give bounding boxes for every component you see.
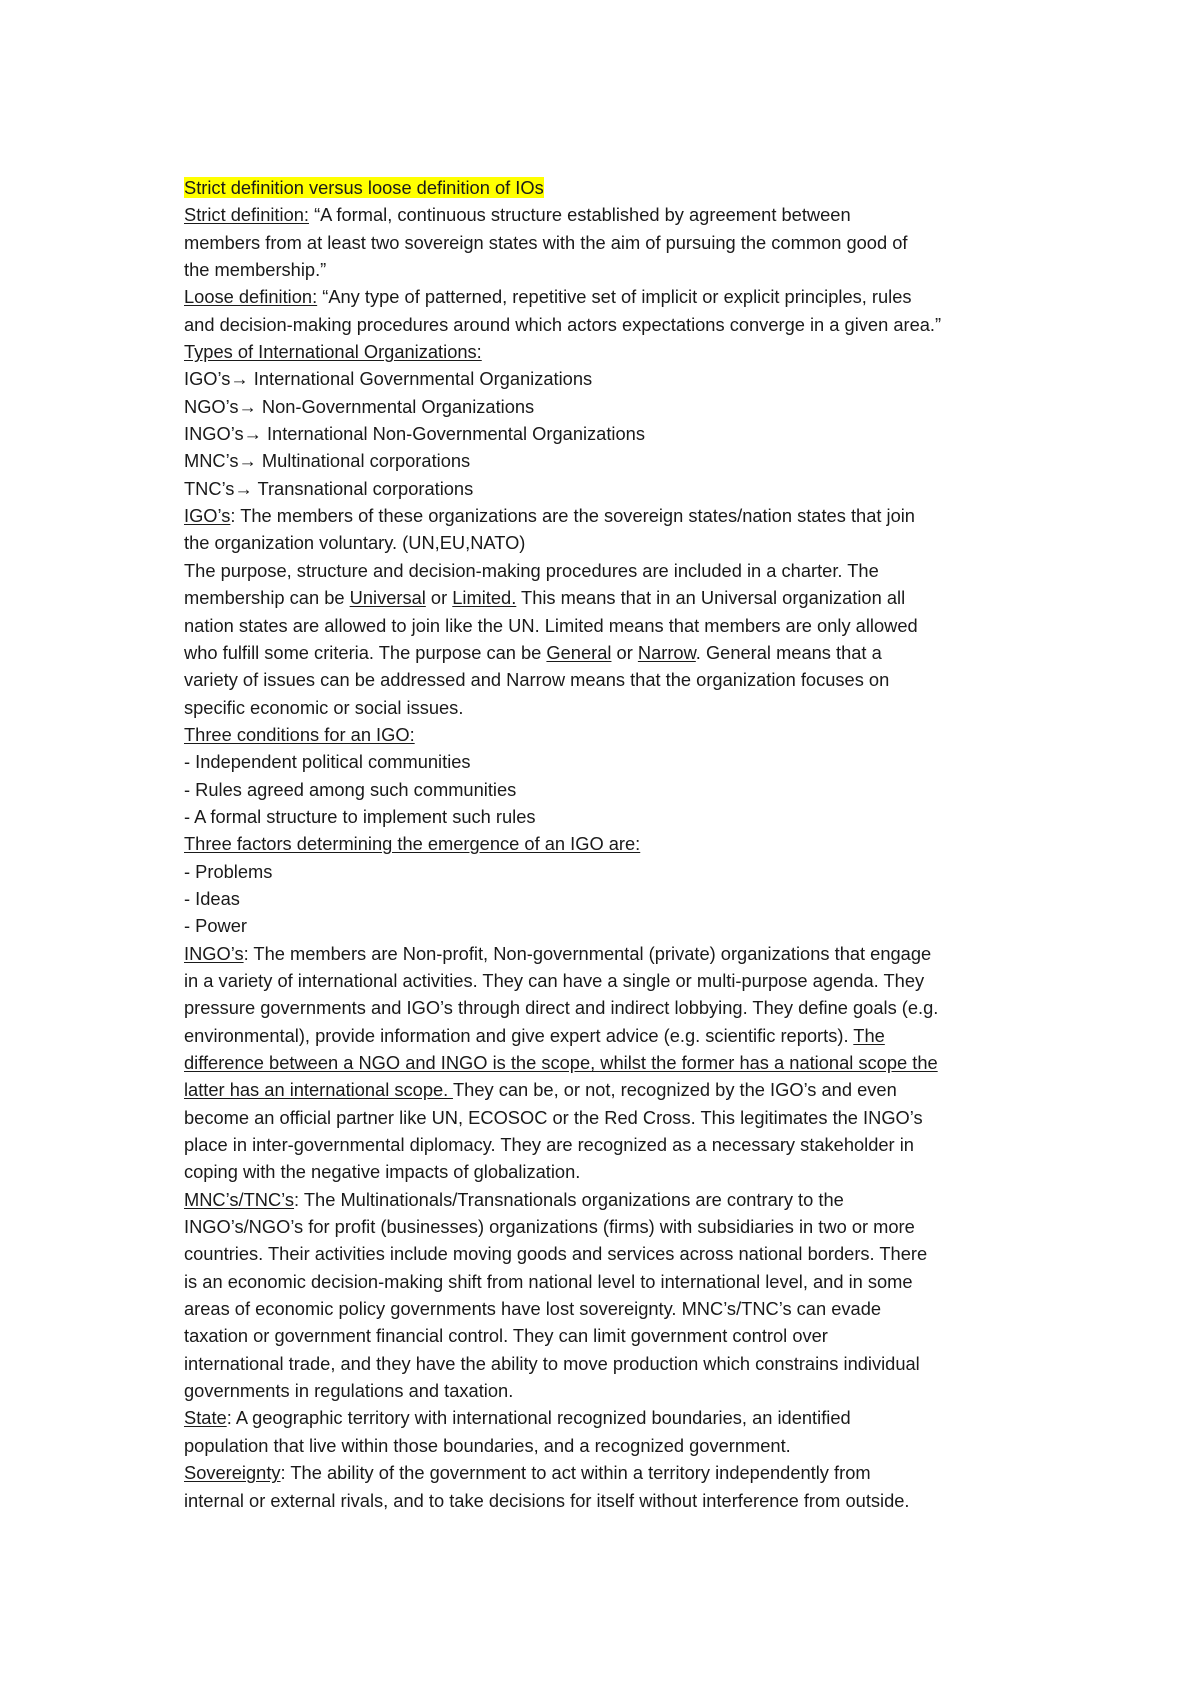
text-line bbox=[184, 420, 1044, 447]
text-run: nation states are allowed to join like the UN. Limited means that members are only allowed bbox=[184, 614, 918, 636]
underlined-text: Strict definition: bbox=[184, 204, 309, 226]
text-run: “A formal, continuous structure established by agreement between bbox=[308, 204, 851, 226]
text-run: INGO’s→ International Non-Governmental Organizations bbox=[184, 423, 645, 445]
text-line bbox=[184, 694, 1044, 721]
text-line bbox=[184, 1158, 1044, 1185]
text-run: governments in regulations and taxation. bbox=[184, 1380, 514, 1402]
text-run: - Ideas bbox=[184, 887, 240, 909]
text-line bbox=[184, 475, 1044, 502]
text-line bbox=[184, 365, 1044, 392]
text-run: “Any type of patterned, repetitive set of implicit or explicit principles, rules bbox=[317, 286, 912, 308]
text-run: become an official partner like UN, ECOSOC or the Red Cross. This legitimates the INGO’s bbox=[184, 1106, 923, 1128]
text-line bbox=[184, 1213, 1044, 1240]
underlined-text: Universal bbox=[349, 587, 426, 609]
text-line bbox=[184, 283, 1044, 310]
text-line bbox=[184, 994, 1044, 1021]
text-run: coping with the negative impacts of globalization. bbox=[184, 1161, 581, 1183]
text-run: place in inter-governmental diplomacy. They are recognized as a necessary stakeholder in bbox=[184, 1134, 914, 1156]
text-run: TNC’s→ Transnational corporations bbox=[184, 477, 474, 499]
text-run: IGO’s→ International Governmental Organizations bbox=[184, 368, 593, 390]
text-line bbox=[184, 1240, 1044, 1267]
text-line bbox=[184, 830, 1044, 857]
text-line bbox=[184, 1049, 1044, 1076]
text-run: membership can be bbox=[184, 587, 350, 609]
text-run: variety of issues can be addressed and Narrow means that the organization focuses on bbox=[184, 669, 890, 691]
text-line bbox=[184, 1350, 1044, 1377]
underlined-text: General bbox=[546, 641, 612, 663]
text-line bbox=[184, 1487, 1044, 1514]
text-run: environmental), provide information and give expert advice (e.g. scientific reports). bbox=[184, 1024, 854, 1046]
text-line bbox=[184, 1268, 1044, 1295]
text-line bbox=[184, 666, 1044, 693]
text-run: NGO’s→ Non-Governmental Organizations bbox=[184, 395, 535, 417]
text-line bbox=[184, 229, 1044, 256]
text-line bbox=[184, 612, 1044, 639]
text-line bbox=[184, 1404, 1044, 1431]
text-run: areas of economic policy governments have lost sovereignty. MNC’s/TNC’s can evade bbox=[184, 1298, 882, 1320]
text-run: : The members of these organizations are the sovereign states/nation states that join bbox=[230, 505, 915, 527]
text-run: population that live within those boundaries, and a recognized government. bbox=[184, 1434, 791, 1456]
text-run: countries. Their activities include moving goods and services across national borders. There bbox=[184, 1243, 928, 1265]
text-line bbox=[184, 201, 1044, 228]
text-line bbox=[184, 1322, 1044, 1349]
text-line bbox=[184, 1432, 1044, 1459]
text-line bbox=[184, 912, 1044, 939]
text-line bbox=[184, 639, 1044, 666]
text-run: : A geographic territory with international recognized boundaries, an identified bbox=[226, 1407, 851, 1429]
text-line bbox=[184, 174, 1044, 201]
text-run: pressure governments and IGO’s through direct and indirect lobbying. They define goals (e.g. bbox=[184, 997, 939, 1019]
text-line bbox=[184, 967, 1044, 994]
underlined-text: Sovereignty bbox=[184, 1462, 281, 1484]
text-run: or bbox=[611, 641, 638, 663]
text-line bbox=[184, 940, 1044, 967]
underlined-text: Loose definition: bbox=[184, 286, 318, 308]
text-line bbox=[184, 1022, 1044, 1049]
text-line bbox=[184, 1459, 1044, 1486]
document-body bbox=[184, 174, 1044, 1514]
text-run: They can be, or not, recognized by the IGO’s and even bbox=[452, 1079, 897, 1101]
underlined-text: Three conditions for an IGO: bbox=[184, 723, 415, 745]
text-line bbox=[184, 557, 1044, 584]
text-line bbox=[184, 1186, 1044, 1213]
text-run: : The Multinationals/Transnationals organizations are contrary to the bbox=[294, 1188, 844, 1210]
text-line bbox=[184, 502, 1044, 529]
underlined-text: IGO’s bbox=[184, 505, 231, 527]
text-line bbox=[184, 1377, 1044, 1404]
text-run: . General means that a bbox=[695, 641, 882, 663]
text-run: The purpose, structure and decision-making procedures are included in a charter. The bbox=[184, 559, 879, 581]
text-line bbox=[184, 338, 1044, 365]
underlined-text: Narrow bbox=[637, 641, 696, 663]
text-line bbox=[184, 1131, 1044, 1158]
text-run: internal or external rivals, and to take decisions for itself without interference from outside. bbox=[184, 1489, 910, 1511]
text-run: This means that in an Universal organization all bbox=[516, 587, 906, 609]
text-line bbox=[184, 885, 1044, 912]
text-run: in a variety of international activities. They can have a single or multi-purpose agenda. They bbox=[184, 969, 925, 991]
text-run: the organization voluntary. (UN,EU,NATO) bbox=[184, 532, 526, 554]
underlined-text: difference between a NGO and INGO is the scope, whilst the former has a national scope the bbox=[184, 1052, 938, 1073]
text-run: is an economic decision-making shift from national level to international level, and in some bbox=[184, 1270, 913, 1292]
text-line bbox=[184, 447, 1044, 474]
text-run: who fulfill some criteria. The purpose can be bbox=[184, 641, 547, 663]
text-run: or bbox=[425, 587, 453, 609]
text-run: MNC’s→ Multinational corporations bbox=[184, 450, 471, 472]
underlined-text: Limited. bbox=[452, 587, 517, 609]
text-run: - Power bbox=[184, 915, 247, 937]
text-line bbox=[184, 311, 1044, 338]
text-run: taxation or government financial control. They can limit government control over bbox=[184, 1325, 828, 1347]
underlined-text: MNC’s/TNC’s bbox=[184, 1188, 295, 1210]
text-run: - A formal structure to implement such rules bbox=[184, 805, 536, 827]
text-line bbox=[184, 584, 1044, 611]
text-line bbox=[184, 858, 1044, 885]
highlighted-heading: Strict definition versus loose definition of IOs bbox=[184, 177, 544, 198]
text-run: specific economic or social issues. bbox=[184, 696, 464, 718]
underlined-text: The bbox=[853, 1024, 885, 1046]
text-run: and decision-making procedures around which actors expectations converge in a given area.” bbox=[184, 313, 942, 335]
text-line bbox=[184, 803, 1044, 830]
text-line bbox=[184, 1104, 1044, 1131]
text-line bbox=[184, 1295, 1044, 1322]
text-run: - Rules agreed among such communities bbox=[184, 778, 517, 800]
text-run: INGO’s/NGO’s for profit (businesses) organizations (firms) with subsidiaries in two or more bbox=[184, 1216, 915, 1238]
text-line bbox=[184, 1076, 1044, 1103]
text-run: international trade, and they have the ability to move production which constrains individual bbox=[184, 1352, 920, 1374]
text-line bbox=[184, 393, 1044, 420]
text-run: the membership.” bbox=[184, 259, 327, 281]
text-run: : The members are Non-profit, Non-governmental (private) organizations that engage bbox=[243, 942, 932, 964]
text-line bbox=[184, 721, 1044, 748]
text-run: - Problems bbox=[184, 860, 273, 882]
text-line bbox=[184, 776, 1044, 803]
text-line bbox=[184, 748, 1044, 775]
text-line bbox=[184, 256, 1044, 283]
underlined-text: Types of International Organizations: bbox=[184, 341, 482, 363]
text-run: : The ability of the government to act within a territory independently from bbox=[280, 1462, 871, 1484]
underlined-text: State bbox=[184, 1407, 227, 1429]
text-line bbox=[184, 529, 1044, 556]
text-run: - Independent political communities bbox=[184, 751, 471, 773]
underlined-text: Three factors determining the emergence of an IGO are: bbox=[184, 833, 641, 855]
underlined-text: INGO’s bbox=[184, 942, 244, 964]
underlined-text: latter has an international scope. bbox=[184, 1079, 453, 1101]
text-run: members from at least two sovereign states with the aim of pursuing the common good of bbox=[184, 231, 908, 253]
